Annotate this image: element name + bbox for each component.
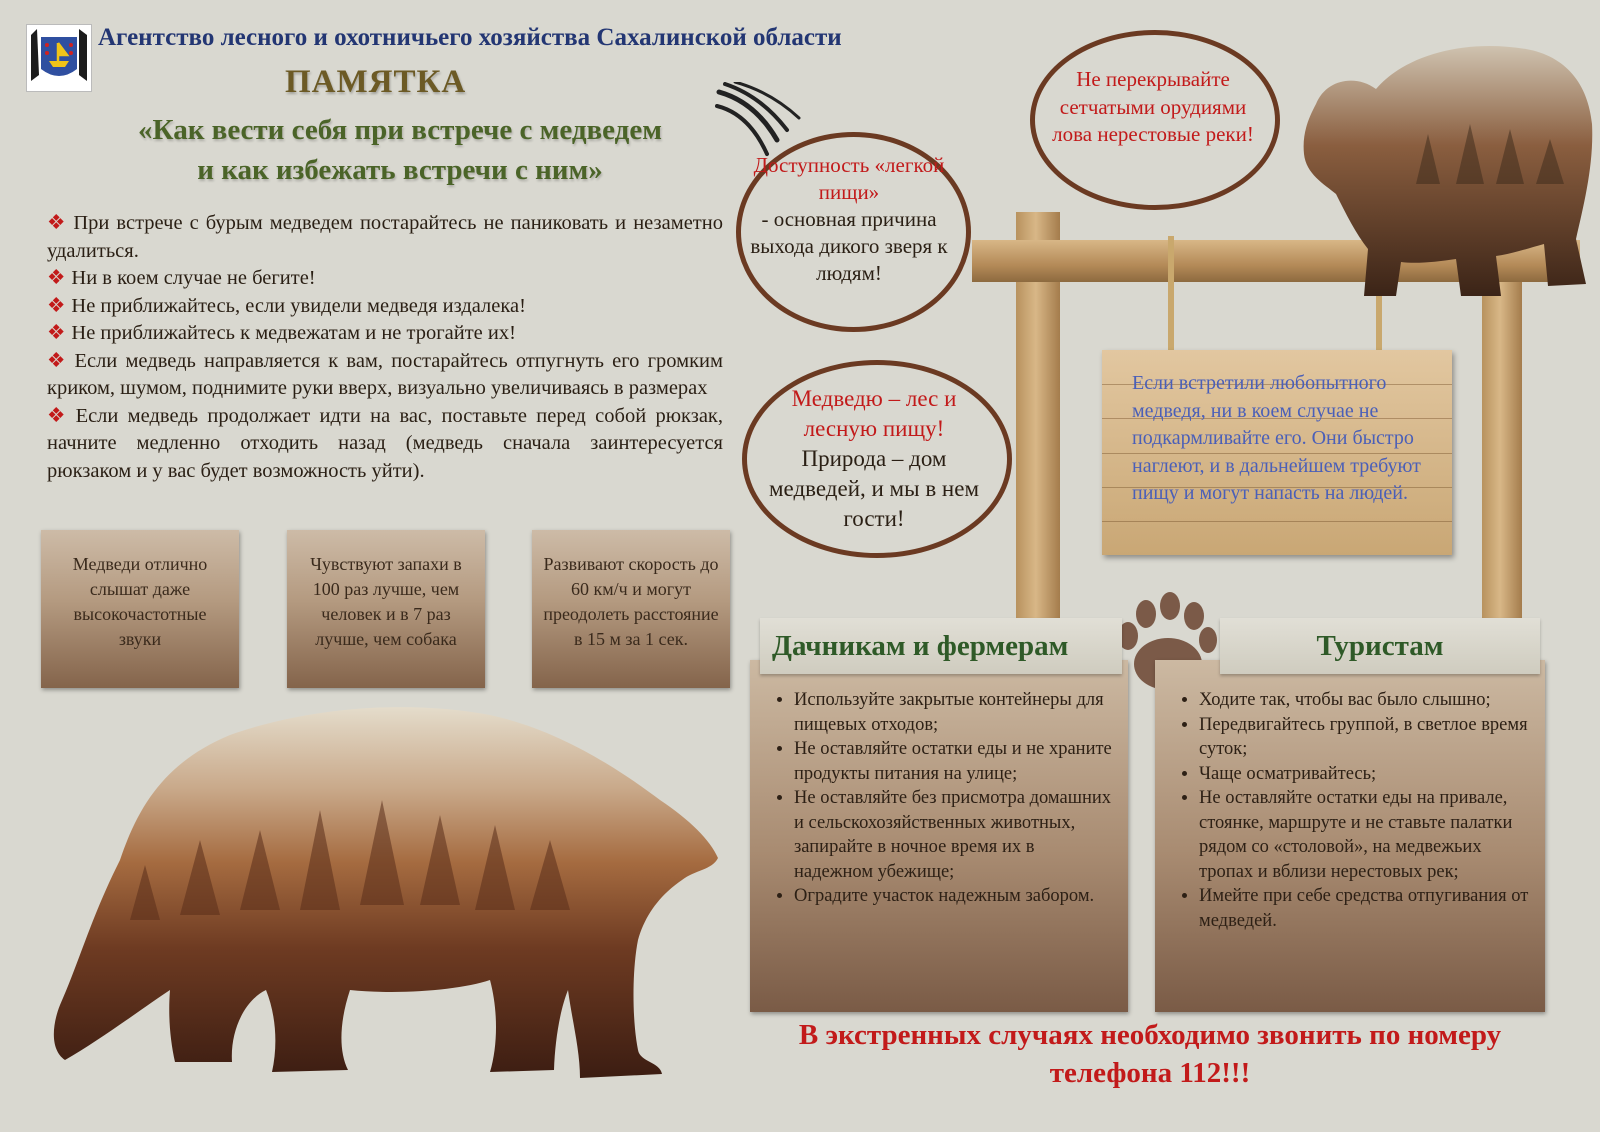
farmers-section: [750, 660, 1128, 1012]
callout-food-text: - основная причина выхода дикого зверя к людям!: [750, 207, 948, 285]
emergency-notice: [740, 1016, 1560, 1092]
callout-food-highlight: Доступность «легкой пищи»: [753, 153, 945, 204]
farmers-heading: Дачникам и фермерам: [760, 618, 1122, 674]
list-item: • Имейте при себе средства отпугивания от медведей.: [1199, 884, 1533, 933]
board-plank-edge: [1102, 521, 1452, 522]
emergency-line-1: В экстренных случаях необходимо звонить по номеру: [798, 1019, 1502, 1051]
fact-box-speed: Развивают скорость до 60 км/ч и могут преодолеть расстояние в 15 м за 1 сек.: [532, 530, 730, 688]
bullet-diamond-icon: ❖: [47, 294, 66, 317]
list-item: • Чаще осматривайтесь;: [1199, 762, 1533, 787]
fact-box-hearing: Медведи отлично слышат даже высокочастотные звуки: [41, 530, 239, 688]
fact-box-smell: Чувствуют запахи в 100 раз лучше, чем человек и в 7 раз лучше, чем собака: [287, 530, 485, 688]
agency-name: Агентство лесного и охотничьего хозяйства Сахалинской области: [98, 24, 842, 51]
board-text: Если встретили любопытного медведя, ни в коем случае не подкармливайте его. Они быстро наглеют, и в дальнейшем требуют пищу и могут напасть на людей.: [1132, 372, 1421, 504]
callout-forest: [758, 384, 990, 534]
tourists-heading: Туристам: [1220, 618, 1540, 674]
rule-item: ❖ Ни в коем случае не бегите!: [47, 267, 316, 289]
bullet-diamond-icon: ❖: [47, 404, 70, 427]
tourists-list: [1155, 688, 1545, 933]
rule-item: ❖ Не приближайтесь к медвежатам и не трогайте их!: [47, 322, 516, 344]
rule-item: ❖ Не приближайтесь, если увидели медведя издалека!: [47, 294, 526, 317]
callout-forest-highlight: Медведю – лес и лесную пищу!: [791, 386, 957, 441]
callout-forest-text: Природа – дом медведей, и мы в нем гости!: [768, 446, 979, 531]
list-item: • Не оставляйте остатки еды и не храните продукты питания на улице;: [794, 737, 1118, 786]
tourists-section: [1155, 660, 1545, 1012]
bear-forest-silhouette: [20, 690, 740, 1100]
bullet-diamond-icon: ❖: [47, 322, 66, 344]
callout-food: [738, 152, 960, 287]
subtitle-line-1: «Как вести себя при встрече с медведем: [138, 114, 662, 146]
bullet-diamond-icon: ❖: [47, 267, 66, 289]
list-item: • Оградите участок надежным забором.: [794, 884, 1118, 909]
page-subtitle: [60, 110, 740, 190]
list-item: • Передвигайтесь группой, в светлое время суток;: [1199, 713, 1533, 762]
list-item: • Не оставляйте остатки еды на привале, стоянке, маршруте и не ставьте палатки рядом со «столовой», на медвежьих тропах и вблизи нерестовых рек;: [1199, 786, 1533, 884]
bullet-diamond-icon: ❖: [47, 212, 68, 234]
rule-item: ❖ При встрече с бурым медведем постарайтесь не паниковать и незаметно удалиться.: [47, 212, 723, 262]
rule-item: ❖ Если медведь продолжает идти на вас, поставьте перед собой рюкзак, начните медленно отходить назад (медведь сначала заинтересуется рюкзаком и у вас будет возможность уйти).: [47, 404, 723, 482]
subtitle-line-2: и как избежать встречи с ним»: [197, 154, 603, 186]
page-title: ПАМЯТКА: [285, 64, 467, 100]
callout-nets: Не перекрывайте сетчатыми орудиями лова нерестовые реки!: [1052, 67, 1254, 146]
bullet-diamond-icon: ❖: [47, 349, 69, 372]
bear-on-signpost-image: [1296, 34, 1596, 324]
sakhalin-coat-of-arms-icon: [26, 24, 92, 92]
rules-list: [47, 210, 723, 485]
rule-item: ❖ Если медведь направляется к вам, постарайтесь отпугнуть его громким криком, шумом, поднимите руки вверх, визуально увеличиваясь в размерах: [47, 349, 723, 399]
signpost-rope-left: [1168, 236, 1174, 356]
list-item: • Используйте закрытые контейнеры для пищевых отходов;: [794, 688, 1118, 737]
farmers-list: [750, 688, 1128, 909]
list-item: • Ходите так, чтобы вас было слышно;: [1199, 688, 1533, 713]
emergency-line-2: телефона 112!!!: [1049, 1057, 1251, 1089]
list-item: • Не оставляйте без присмотра домашних и сельскохозяйственных животных, запирайте в ночное время их в надежном убежище;: [794, 786, 1118, 884]
